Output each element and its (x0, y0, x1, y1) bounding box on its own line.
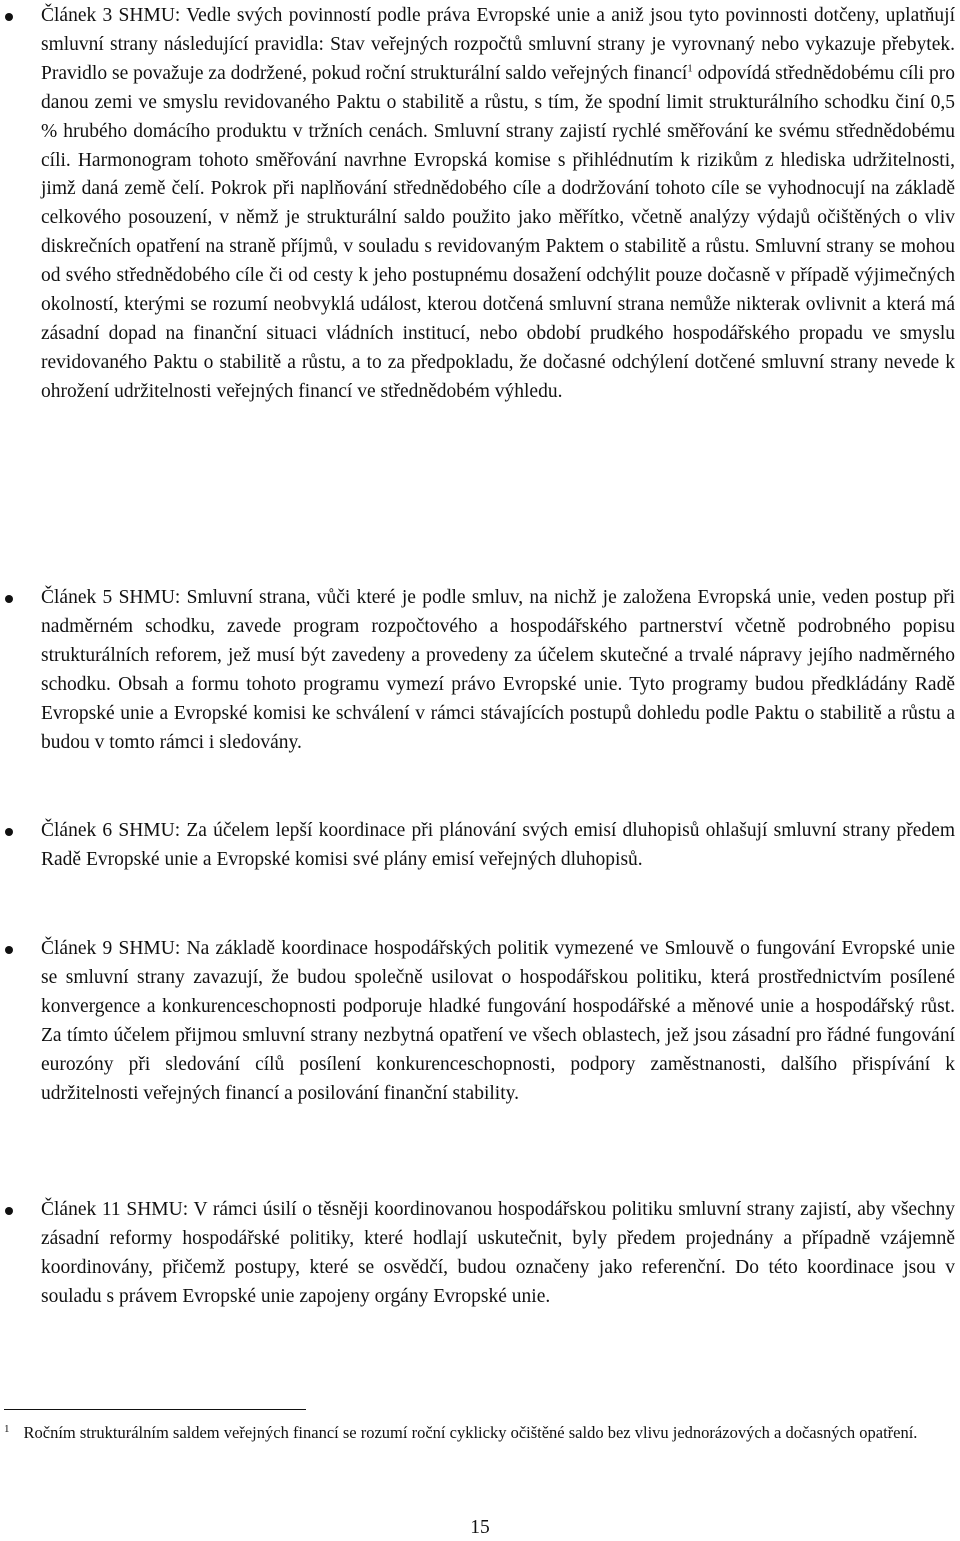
footnote (4, 1421, 955, 1444)
page-number: 15 (470, 1517, 490, 1538)
list-item-article-3 (41, 2, 955, 407)
bullet-icon (5, 1207, 13, 1215)
list-item-article-6 (41, 817, 955, 875)
bullet-icon (5, 828, 13, 836)
footnote-reference[interactable]: 1 (687, 62, 693, 75)
list-item-article-11 (41, 1196, 955, 1312)
article-text-part: odpovídá střednědobému cíli pro danou zemi ve smyslu revidovaného Paktu o stabilitě a růstu, s tím, že spodní limit strukturálního schodku činí 0,5 % hrubého domácího produktu v tržních cenách. Smluvní strany zajistí rychlé směřování ke svému střednědobému cíli. Harmonogram tohoto směřování navrhne Evropská komise s přihlédnutím k rizikům z hlediska udržitelnosti, jimž daná země čelí. Pokrok při naplňování střednědobého cíle a dodržování tohoto cíle se vyhodnocují na základě celkového posouzení, v němž je strukturální saldo použito jako měřítko, včetně analýzy výdajů očištěných o vliv diskrečních opatření na straně příjmů, v souladu s revidovaným Paktem o stabilitě a růstu. Smluvní strany se mohou od svého střednědobého cíle či od cesty k jeho postupnému dosažení odchýlit pouze dočasně v případě výjimečných okolností, kterými se rozumí neobvyklá událost, kterou dotčená smluvní strana nemůže nikterak ovlivnit a která má zásadní dopad na finanční situaci vládních institucí, nebo období prudkého hospodářského propadu ve smyslu revidovaného Paktu o stabilitě a růstu, a to za předpokladu, že dočasné odchýlení dotčené smluvní strany nevede k ohrožení udržitelnosti veřejných financí ve střednědobém výhledu. (41, 62, 956, 402)
bullet-icon (5, 946, 13, 954)
footnote-text: Ročním strukturálním saldem veřejných financí se rozumí roční cyklicky očištěné saldo bez vlivu jednorázových a dočasných opatření. (23, 1423, 918, 1442)
article-text-part: Článek 3 SHMU: Vedle svých povinností podle práva Evropské unie a aniž jsou tyto povinnosti dotčeny, uplatňují smluvní strany následující pravidla: Stav veřejných rozpočtů smluvní strany je vyrovnaný nebo vykazuje přebytek. Pravidlo se považuje za dodržené, pokud roční strukturální saldo veřejných financí (41, 5, 955, 84)
article-text: Článek 11 SHMU: V rámci úsilí o těsněji koordinovanou hospodářskou politiku smluvní strany zajistí, aby všechny zásadní reformy hospodářské politiky, které hodlají uskutečnit, byly předem projednány a případně vzájemně koordinovány, přičemž postupy, které se osvědčí, budou označeny jako referenční. Do této koordinace jsou v souladu s právem Evropské unie zapojeny orgány Evropské unie. (41, 1199, 955, 1307)
list-item-article-5 (41, 584, 955, 757)
article-text: Článek 9 SHMU: Na základě koordinace hospodářských politik vymezené ve Smlouvě o fungování Evropské unie se smluvní strany zavazují, že budou společně usilovat o hospodářskou politiku, která prostřednictvím posílené konvergence a konkurenceschopnosti podporuje hladké fungování hospodářské a měnové unie a hospodářský růst. Za tímto účelem přijmou smluvní strany nezbytná opatření ve všech oblastech, jež jsou zásadní pro řádné fungování eurozóny při sledování cílů posílení konkurenceschopnosti, podpory zaměstnanosti, dalšího přispívání k udržitelnosti veřejných financí a posilování finanční stability. (41, 938, 955, 1104)
article-text: Článek 5 SHMU: Smluvní strana, vůči které je podle smluv, na nichž je založena Evropská unie, veden postup při nadměrném schodku, zavede program rozpočtového a hospodářského partnerství včetně podrobného popisu strukturálních reforem, jež musí být zavedeny a provedeny za účelem skutečné a trvalé nápravy jejího nadměrného schodku. Obsah a formu tohoto programu vymezí právo Evropské unie. Tyto programy budou předkládány Radě Evropské unie a Evropské komisi ke schválení v rámci stávajících postupů dohledu podle Paktu o stabilitě a růstu a budou v tomto rámci i sledovány. (41, 587, 955, 753)
bullet-icon (5, 13, 13, 21)
footnote-mark: 1 (4, 1422, 10, 1435)
bullet-icon (5, 595, 13, 603)
article-text: Článek 6 SHMU: Za účelem lepší koordinace při plánování svých emisí dluhopisů ohlašují smluvní strany předem Radě Evropské unie a Evropské komisi své plány emisí veřejných dluhopisů. (41, 820, 955, 870)
footnote-divider (4, 1409, 306, 1410)
list-item-article-9 (41, 935, 955, 1108)
article-text (41, 2, 955, 407)
